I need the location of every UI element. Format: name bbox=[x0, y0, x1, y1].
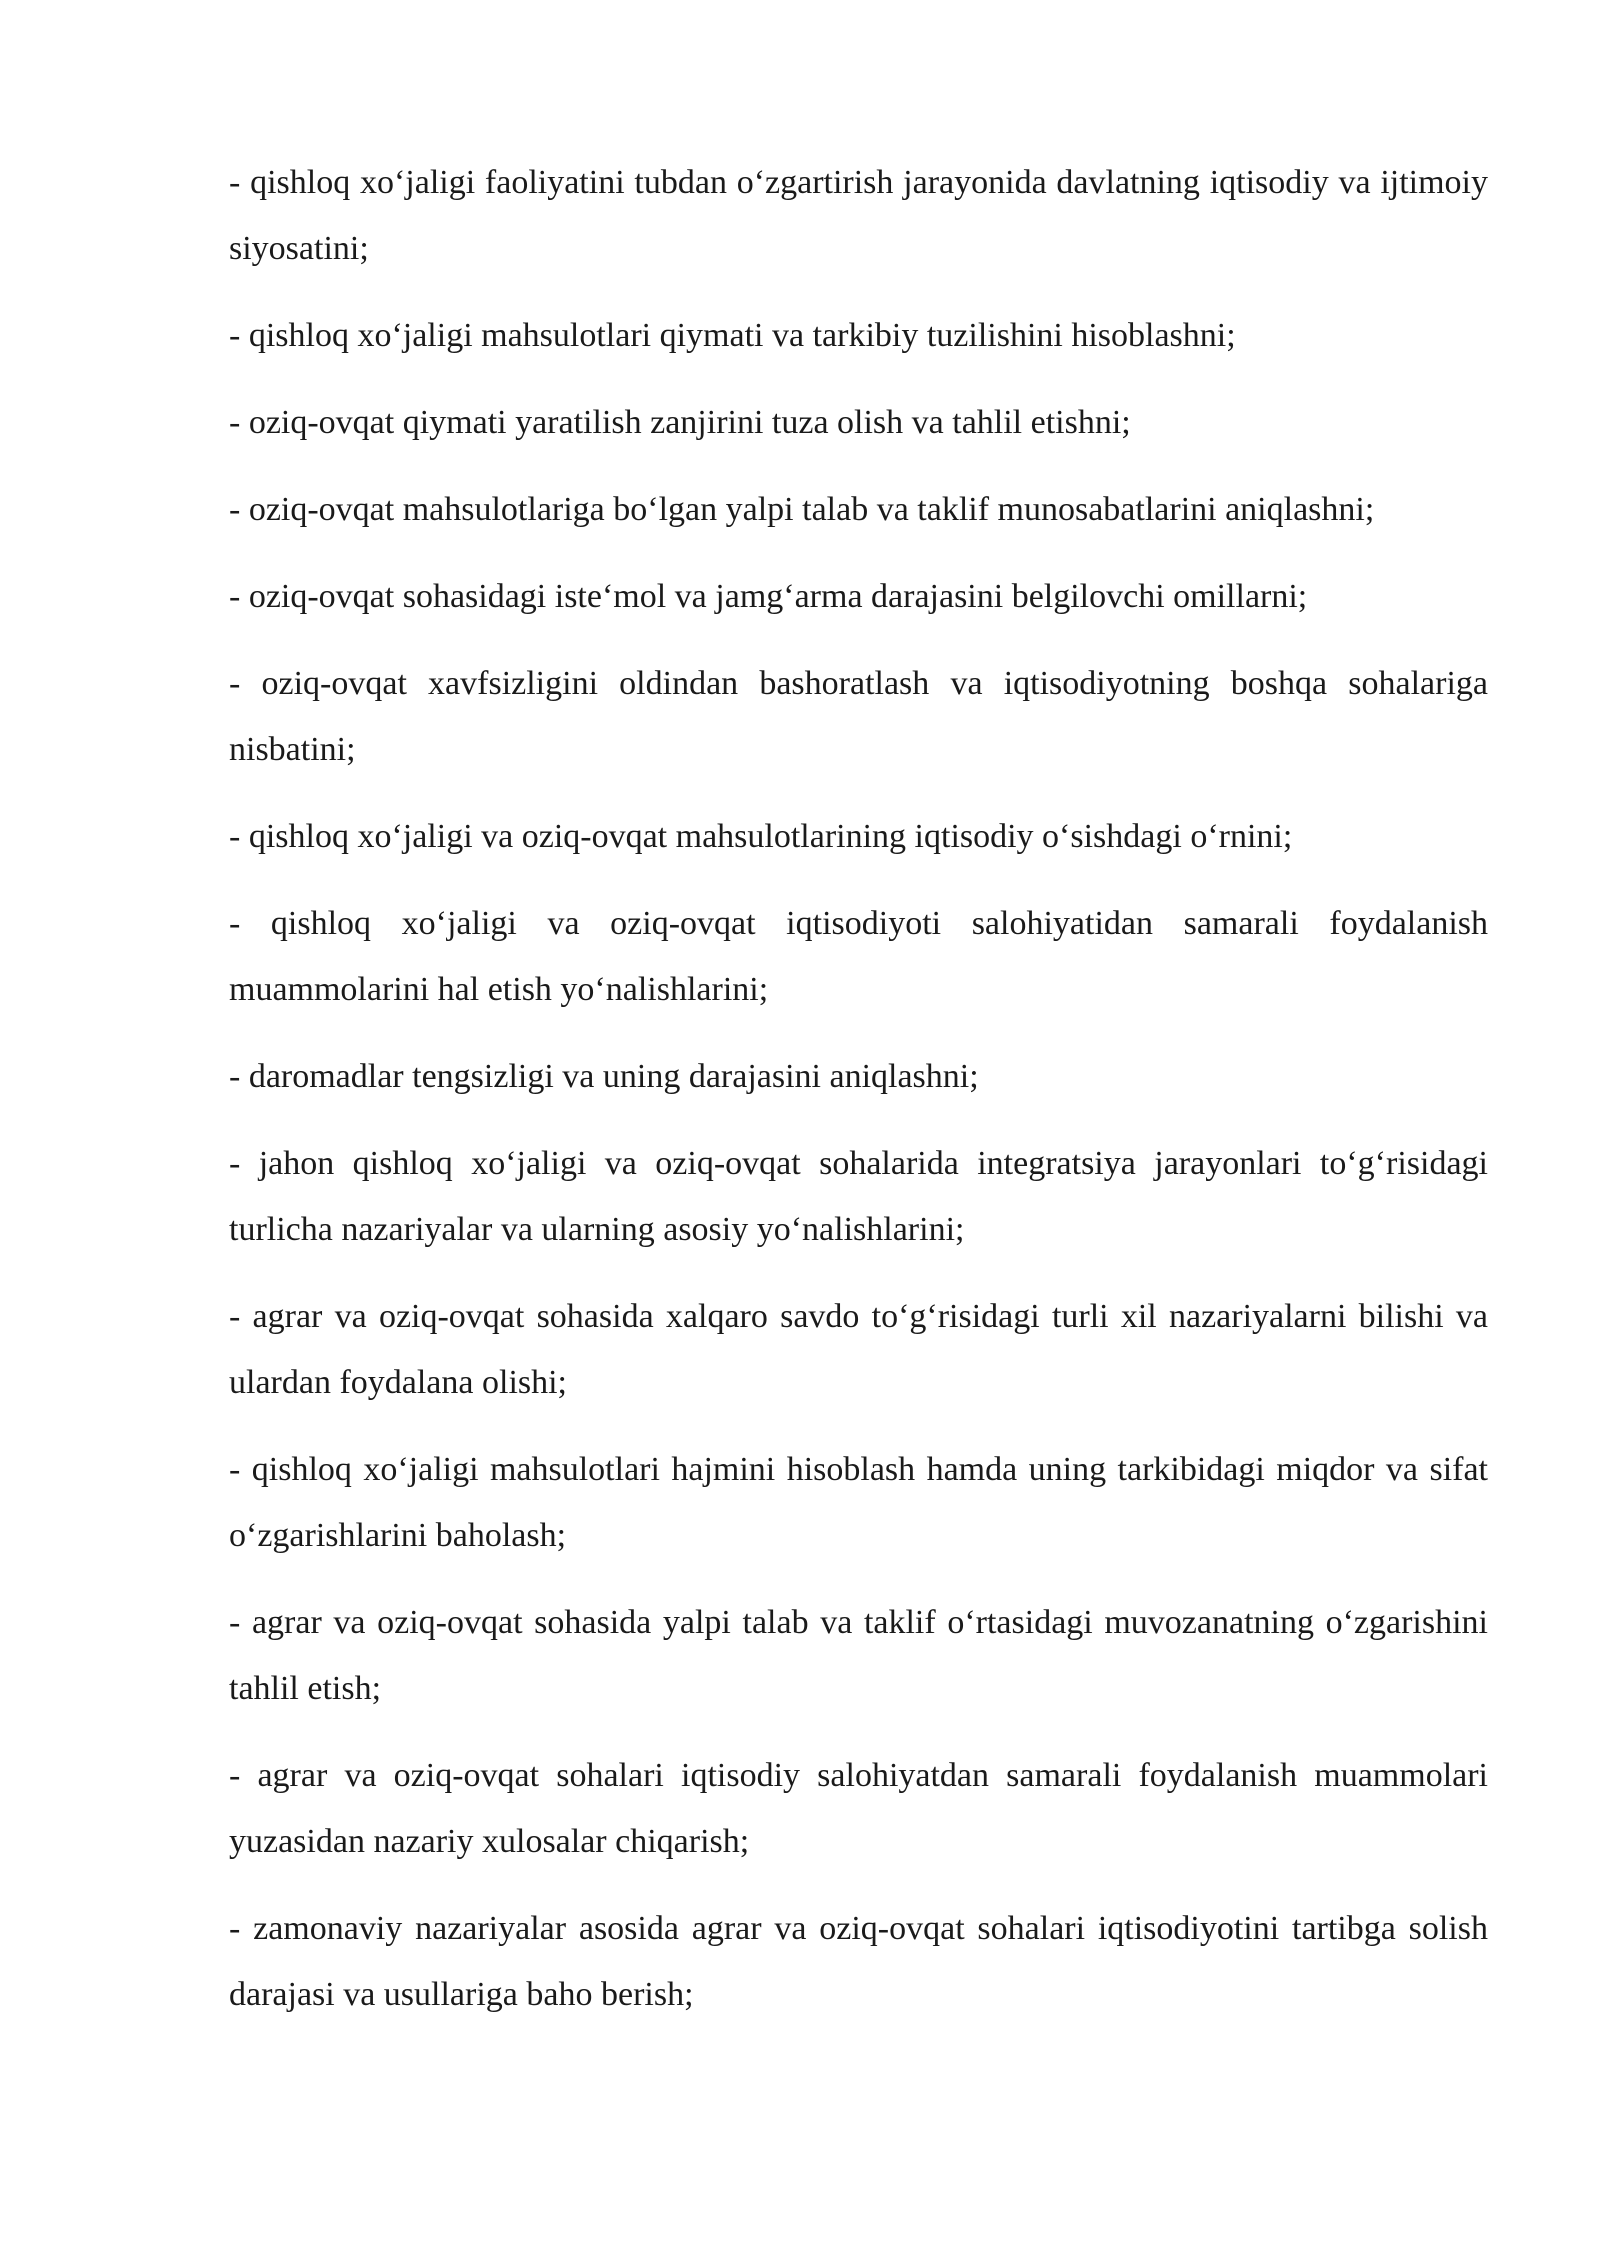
list-item: - qishloq xo‘jaligi mahsulotlari qiymati va tarkibiy tuzilishini hisoblashni; bbox=[229, 317, 1236, 354]
list-item: - agrar va oziq-ovqat sohalari iqtisodiy salohiyatdan samarali foydalanish muammolari yuzasidan nazariy xulosalar chiqarish; bbox=[229, 1757, 1488, 1860]
list-item: - qishloq xo‘jaligi va oziq-ovqat mahsulotlarining iqtisodiy o‘sishdagi o‘rnini; bbox=[229, 818, 1293, 855]
list-item: - zamonaviy nazariyalar asosida agrar va oziq-ovqat sohalari iqtisodiyotini tartibga solish darajasi va usullariga baho berish; bbox=[229, 1910, 1488, 2013]
list-item: - daromadlar tengsizligi va uning darajasini aniqlashni; bbox=[229, 1058, 979, 1095]
list-item: - agrar va oziq-ovqat sohasida yalpi talab va taklif o‘rtasidagi muvozanatning o‘zgarishini tahlil etish; bbox=[229, 1604, 1488, 1707]
list-item: - oziq-ovqat sohasidagi iste‘mol va jamg‘arma darajasini belgilovchi omillarni; bbox=[229, 578, 1308, 615]
list-item: - oziq-ovqat qiymati yaratilish zanjirini tuza olish va tahlil etishni; bbox=[229, 404, 1131, 441]
list-item: - oziq-ovqat mahsulotlariga bo‘lgan yalpi talab va taklif munosabatlarini aniqlashni; bbox=[229, 491, 1375, 528]
list-item: - jahon qishloq xo‘jaligi va oziq-ovqat sohalarida integratsiya jarayonlari to‘g‘risidagi turlicha nazariyalar va ularning asosiy yo‘nalishlarini; bbox=[229, 1145, 1488, 1248]
list-item: - qishloq xo‘jaligi faoliyatini tubdan o‘zgartirish jarayonida davlatning iqtisodiy va ijtimoiy siyosatini; bbox=[229, 164, 1488, 267]
list-item: - qishloq xo‘jaligi va oziq-ovqat iqtisodiyoti salohiyatidan samarali foydalanish muammolarini hal etish yo‘nalishlarini; bbox=[229, 905, 1488, 1008]
list-item: - oziq-ovqat xavfsizligini oldindan bashoratlash va iqtisodiyotning boshqa sohalariga nisbatini; bbox=[229, 665, 1488, 768]
bullet-list bbox=[229, 150, 1488, 2049]
list-item: - agrar va oziq-ovqat sohasida xalqaro savdo to‘g‘risidagi turli xil nazariyalarni bilishi va ulardan foydalana olishi; bbox=[229, 1298, 1488, 1401]
list-item: - qishloq xo‘jaligi mahsulotlari hajmini hisoblash hamda uning tarkibidagi miqdor va sifat o‘zgarishlarini baholash; bbox=[229, 1451, 1488, 1554]
